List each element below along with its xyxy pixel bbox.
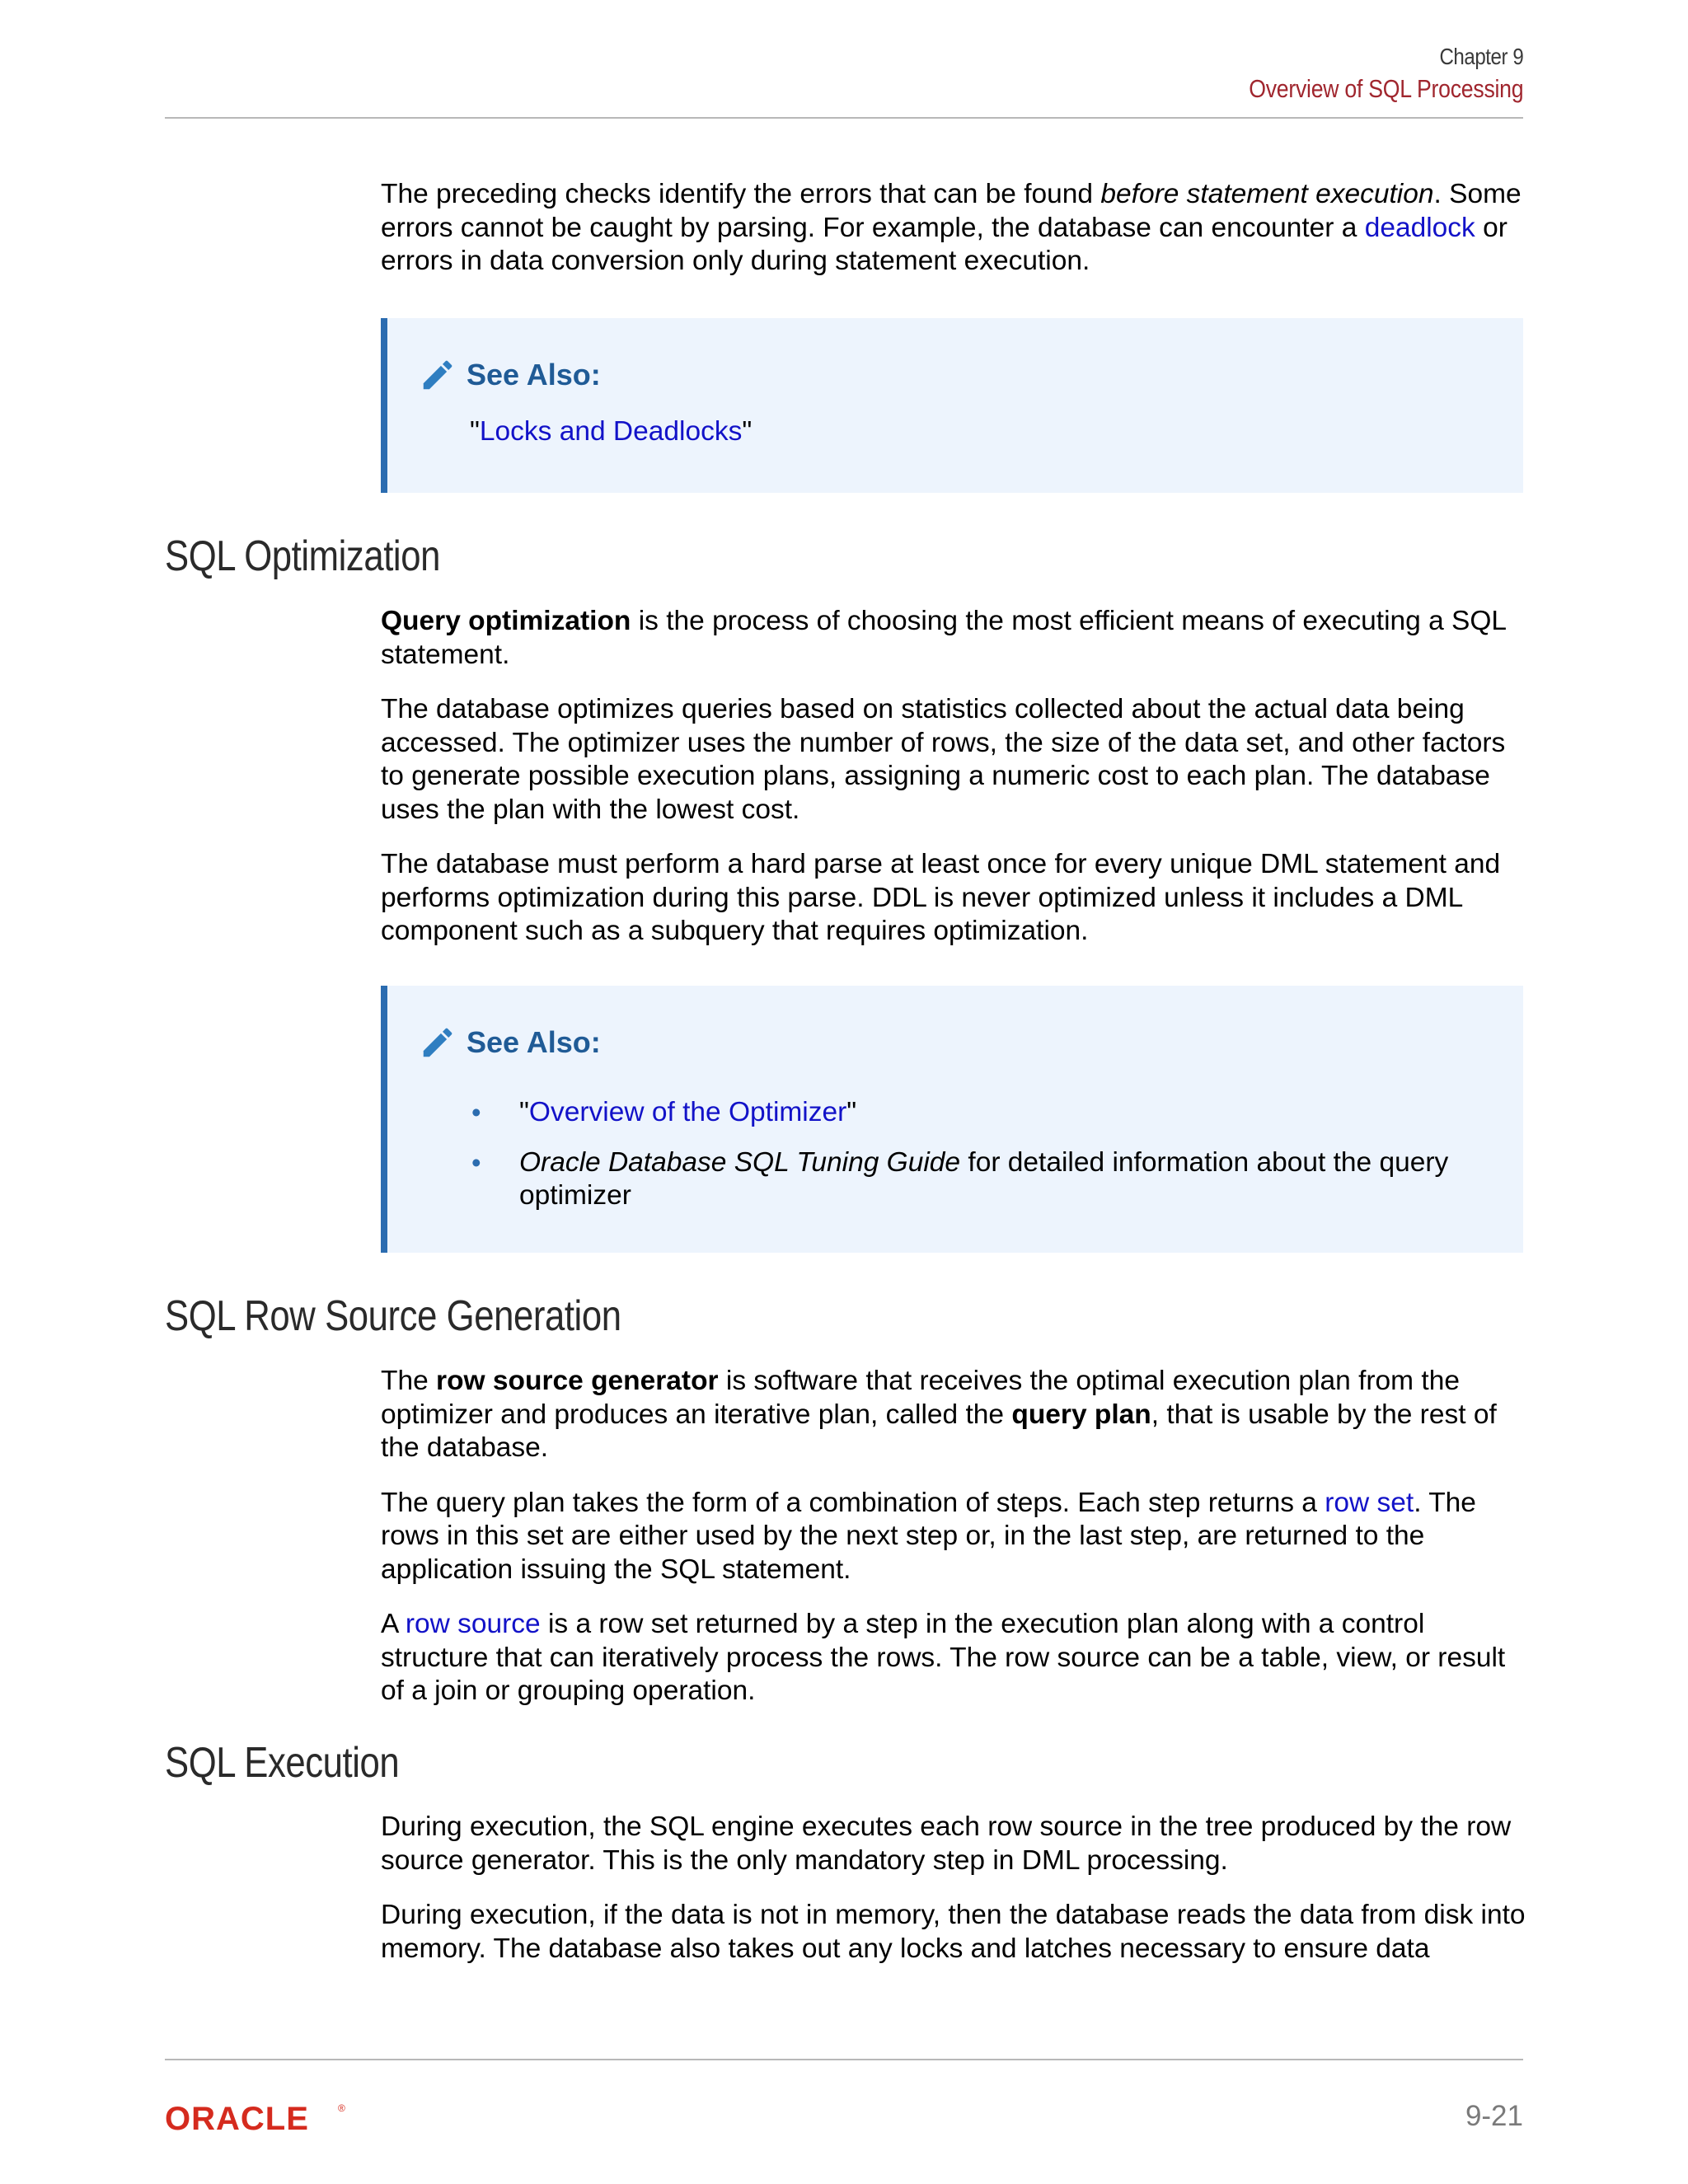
optimization-block — [381, 605, 1526, 949]
see-also-reference — [470, 415, 752, 449]
term-row-source-generator: row source generator — [436, 1366, 719, 1396]
row-set-link[interactable]: row set — [1325, 1487, 1414, 1518]
see-also-title: See Also: — [467, 1025, 601, 1059]
execution-paragraph-2: During execution, if the data is not in memory, then the database reads the data from disk into memory. The database also takes out any locks and latches necessary to ensure data — [381, 1900, 1526, 1964]
overview-of-optimizer-link[interactable]: Overview of the Optimizer — [528, 1097, 847, 1127]
see-also-list — [470, 1096, 1490, 1230]
locks-and-deadlocks-link[interactable]: Locks and Deadlocks — [479, 416, 743, 447]
section-heading-sql-optimization: SQL Optimization — [165, 532, 440, 580]
execution-paragraph-1: During execution, the SQL engine executes each row source in the tree produced by the row source generator. This is the only mandatory step in DML processing. — [381, 1811, 1512, 1876]
intro-text: or errors in data conversion only during statement execution. — [381, 212, 1507, 276]
execution-block — [381, 1811, 1526, 1966]
optimization-paragraph-1 — [381, 605, 1526, 672]
paragraph-text: is software that receives the optimal execution plan from the optimizer and produces an iterative plan, called the — [381, 1366, 1460, 1430]
registered-mark: ® — [338, 2102, 345, 2114]
paragraph-text: is a row set returned by a step in the execution plan along with a control structure that can iteratively process the rows. The row source can be a table, view, or result of a join or grouping operation. — [381, 1609, 1506, 1706]
paragraph-text: The query plan takes the form of a combination of steps. Each step returns a — [381, 1487, 1325, 1518]
oracle-logo — [165, 2100, 354, 2136]
row-source-paragraph-3 — [381, 1608, 1526, 1708]
quote-mark: " — [742, 416, 753, 447]
pencil-icon — [419, 1024, 457, 1062]
quote-mark: " — [470, 416, 480, 447]
paragraph-text: A — [381, 1609, 406, 1639]
footer-divider — [165, 2059, 1523, 2060]
bullet-icon: • — [471, 1097, 481, 1127]
page-number: 9-21 — [1465, 2100, 1523, 2132]
see-also-title: See Also: — [467, 358, 601, 391]
optimization-paragraph-2: The database optimizes queries based on statistics collected about the actual data being accessed. The optimizer uses the number of rows, the size of the data set, and other factors to generate possible execution plans, assigning a numeric cost to each plan. The database uses the plan with the lowest cost. — [381, 694, 1506, 825]
intro-block — [381, 178, 1526, 279]
emphasis-text: before statement execution — [1100, 179, 1434, 209]
list-item — [470, 1146, 1490, 1213]
bullet-icon: • — [471, 1146, 481, 1178]
intro-text: The preceding checks identify the errors that can be found — [381, 179, 1101, 209]
term-query-optimization: Query optimization — [381, 606, 631, 636]
chapter-title: Overview of SQL Processing — [1248, 74, 1523, 103]
see-also-heading — [419, 1024, 601, 1062]
row-source-paragraph-2 — [381, 1487, 1526, 1587]
see-also-box — [381, 986, 1523, 1253]
see-also-heading — [419, 356, 601, 394]
term-query-plan: query plan — [1011, 1399, 1151, 1430]
paragraph-text: . The rows in this set are either used by the next step or, in the last step, are returned to the application issuing the SQL statement. — [381, 1487, 1476, 1585]
row-source-link[interactable]: row source — [405, 1609, 541, 1639]
section-heading-sql-row-source-generation: SQL Row Source Generation — [165, 1292, 621, 1340]
intro-text: . Some errors cannot be caught by parsing. For example, the database can encounter a — [381, 179, 1522, 243]
paragraph-text: is the process of choosing the most efficient means of executing a SQL statement. — [381, 606, 1506, 670]
section-heading-sql-execution: SQL Execution — [165, 1739, 400, 1787]
paragraph-text: The — [381, 1366, 437, 1396]
paragraph-text: , that is usable by the rest of the database. — [381, 1399, 1497, 1463]
deadlock-link[interactable]: deadlock — [1364, 212, 1475, 243]
row-source-block — [381, 1365, 1526, 1708]
list-item-text: for detailed information about the query optimizer — [519, 1146, 1449, 1211]
intro-paragraph — [381, 178, 1526, 279]
oracle-logo-text: ORACLE — [165, 2101, 309, 2136]
row-source-paragraph-1 — [381, 1365, 1526, 1465]
chapter-label: Chapter 9 — [1439, 44, 1523, 69]
quote-mark: " — [846, 1097, 857, 1127]
optimization-paragraph-3: The database must perform a hard parse at least once for every unique DML statement and performs optimization during this parse. DDL is never optimized unless it includes a DML component such as a subquery that requires optimization. — [381, 849, 1501, 946]
pencil-icon — [419, 356, 457, 394]
list-item — [470, 1096, 1490, 1130]
quote-mark: " — [519, 1097, 529, 1127]
book-title: Oracle Database SQL Tuning Guide — [519, 1146, 961, 1178]
see-also-box — [381, 318, 1523, 493]
running-header — [1204, 41, 1523, 105]
header-divider — [165, 117, 1523, 119]
